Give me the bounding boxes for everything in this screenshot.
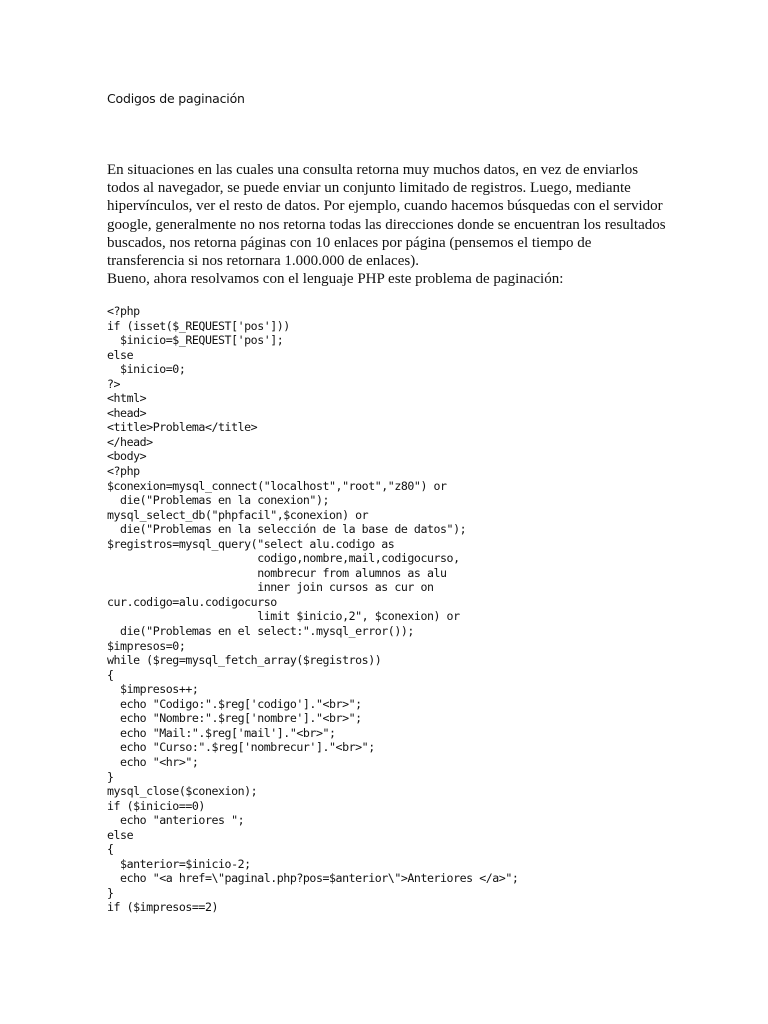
document-heading: Codigos de paginación	[107, 91, 245, 106]
code-line: $impresos++;	[107, 682, 199, 697]
code-line: $anterior=$inicio-2;	[107, 856, 251, 871]
code-line: {	[107, 842, 114, 857]
code-line: nombrecur from alumnos as alu	[107, 565, 447, 580]
code-line: while ($reg=mysql_fetch_array($registros))	[107, 653, 382, 668]
code-line: <body>	[107, 449, 147, 464]
code-line: $inicio=0;	[107, 362, 186, 377]
code-line: echo "Curso:".$reg['nombrecur']."<br>";	[107, 740, 375, 755]
code-line: echo "<hr>";	[107, 754, 199, 769]
code-line: $conexion=mysql_connect("localhost","root","z80") or	[107, 478, 447, 493]
code-line: <html>	[107, 391, 147, 406]
code-line: echo "Nombre:".$reg['nombre']."<br>";	[107, 711, 362, 726]
code-line: {	[107, 667, 114, 682]
code-line: inner join cursos as cur on	[107, 580, 434, 595]
code-line: limit $inicio,2", $conexion) or	[107, 609, 460, 624]
code-line: $impresos=0;	[107, 638, 186, 653]
code-line: else	[107, 347, 134, 362]
code-line: <?php	[107, 304, 140, 318]
code-line: die("Problemas en el select:".mysql_error());	[107, 624, 414, 639]
code-line: else	[107, 827, 134, 842]
code-line: mysql_close($conexion);	[107, 784, 258, 799]
code-line: <head>	[107, 405, 147, 420]
code-line: echo "Mail:".$reg['mail']."<br>";	[107, 725, 336, 740]
intro-text	[107, 161, 667, 288]
code-line: echo "<a href=\"paginal.php?pos=$anterior\">Anteriores </a>";	[107, 871, 519, 886]
code-line: <title>Problema</title>	[107, 420, 258, 435]
code-line: echo "anteriores ";	[107, 813, 245, 828]
intro-followup: Bueno, ahora resolvamos con el lenguaje PHP este problema de paginación:	[107, 271, 564, 288]
code-line: ?>	[107, 376, 121, 391]
code-line: if ($impresos==2)	[107, 900, 219, 915]
code-line: codigo,nombre,mail,codigocurso,	[107, 551, 460, 566]
code-line: cur.codigo=alu.codigocurso	[107, 594, 277, 609]
code-line: $registros=mysql_query("select alu.codigo as	[107, 536, 395, 551]
intro-paragraph: En situaciones en las cuales una consulta retorna muy muchos datos, en vez de enviarlos todos al navegador, se puede enviar un conjunto limitado de registros. Luego, mediante hipervínculos, ver el resto de datos. Por ejemplo, cuando hacemos búsquedas con el servidor google, generalmente no nos retorna todas las direcciones donde se encuentran los resultados buscados, nos retorna páginas con 10 enlaces por página (pensemos el tiempo de transferencia si nos retornara 1.000.000 de enlaces).	[107, 162, 666, 270]
code-line: die("Problemas en la conexion");	[107, 493, 330, 508]
code-line: }	[107, 885, 114, 900]
code-line: <?php	[107, 464, 140, 479]
code-line: echo "Codigo:".$reg['codigo']."<br>";	[107, 696, 362, 711]
code-line: }	[107, 769, 114, 784]
code-line: if (isset($_REQUEST['pos']))	[107, 318, 290, 333]
code-line: </head>	[107, 434, 153, 449]
code-line: die("Problemas en la selección de la base de datos");	[107, 522, 467, 537]
code-line: mysql_select_db("phpfacil",$conexion) or	[107, 507, 369, 522]
php-code-block	[107, 304, 518, 915]
code-line: $inicio=$_REQUEST['pos'];	[107, 333, 284, 348]
code-line: if ($inicio==0)	[107, 798, 205, 813]
